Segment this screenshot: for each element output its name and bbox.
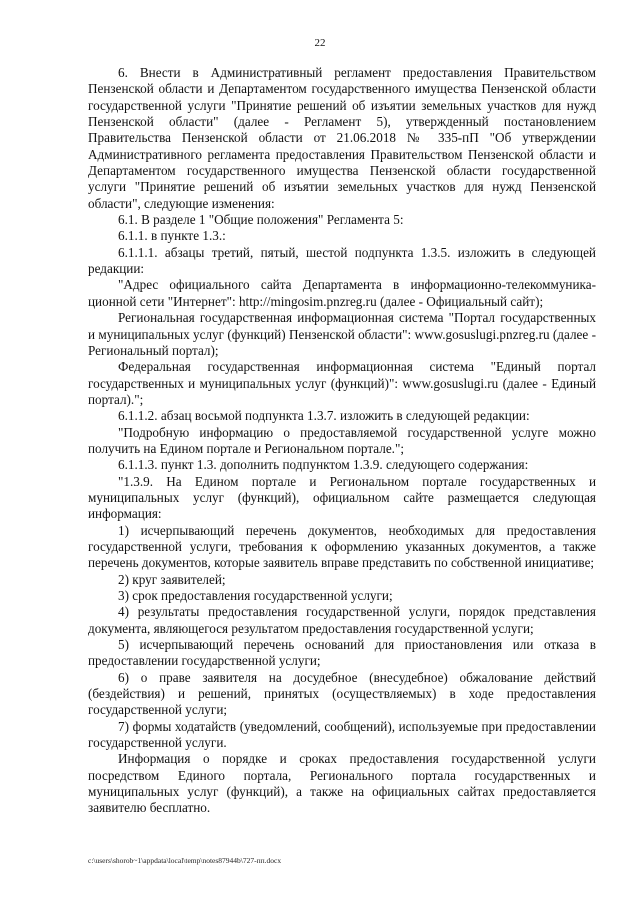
paragraph: "Адрес официального сайта Департамента в информационно-телекоммуника-ционной сети "Интернет": http://mingosim.pnzreg.ru (далее - Официальный сайт); <box>88 277 596 309</box>
document-body <box>88 65 596 817</box>
footer-file-path: c:\users\shorob~1\appdata\local\temp\notes87944b\727-пп.docx <box>88 856 282 865</box>
paragraph: Региональная государственная информационная система "Портал государственных и муниципальных услуг (функций) Пензенской области": www.gosuslugi.pnzreg.ru (далее - Региональный портал); <box>88 310 596 358</box>
list-item: 6) о праве заявителя на досудебное (внесудебное) обжалование действий (бездействия) и решений, принятых (осуществляемых) в ходе предоставления государственной услуги; <box>88 669 596 718</box>
paragraph: "Подробную информацию о предоставляемой государственной услуге можно получить на Едином портале и Региональном портале."; <box>88 424 596 456</box>
list-item: 2) круг заявителей; <box>118 571 226 587</box>
paragraph: 6. Внести в Административный регламент предоставления Правительством Пензенской области и Департаментом государственного имущества Пензенской области государственной услуги "Принятие решений об изъятии земельных участков для нужд Пензенской области" (далее - Регламент 5), утвержденный постановлением Правительства Пензенской области от 21.06.2018 № 335-пП "Об утверждении Административного регламента предоставления Правительством Пензенской области и Департаментом государственного имущества Пензенской области государственной услуги "Принятие решений об изъятии земельных участков для нужд Пензенской области", следующие изменения: <box>88 65 596 211</box>
list-item: 5) исчерпывающий перечень оснований для приостановления или отказа в предоставлении государственной услуги; <box>88 637 596 669</box>
paragraph: 6.1.1.2. абзац восьмой подпункта 1.3.7. изложить в следующей редакции: <box>118 408 530 424</box>
page-number: 22 <box>314 37 326 49</box>
paragraph: 6.1. В разделе 1 "Общие положения" Регламента 5: <box>118 212 404 228</box>
list-item: 1) исчерпывающий перечень документов, необходимых для предоставления государственной услуги, требования к оформлению указанных документов, а также перечень документов, которые заявитель вправе представить по собственной инициативе; <box>88 522 596 571</box>
paragraph: Информация о порядке и сроках предоставления государственной услуги посредством Единого портала, Регионального портала государственных и муниципальных услуг (функций), а также на официальных сайтах предоставляется заявителю бесплатно. <box>88 751 596 816</box>
list-item: 7) формы ходатайств (уведомлений, сообщений), используемые при предоставлении государственной услуги. <box>88 718 596 751</box>
paragraph: 6.1.1.1. абзацы третий, пятый, шестой подпункта 1.3.5. изложить в следующей редакции: <box>88 244 596 277</box>
paragraph: 6.1.1.3. пункт 1.3. дополнить подпунктом 1.3.9. следующего содержания: <box>118 457 529 473</box>
list-item: 3) срок предоставления государственной услуги; <box>118 588 393 603</box>
paragraph: "1.3.9. На Едином портале и Региональном портале государственных и муниципальных услуг (функций), официальном сайте размещается следующая информация: <box>88 473 596 522</box>
paragraph: Федеральная государственная информационная система "Единый портал государственных и муниципальных услуг (функций)": www.gosuslugi.ru (далее - Единый портал)."; <box>88 359 596 407</box>
paragraph: 6.1.1. в пункте 1.3.: <box>118 228 226 244</box>
list-item: 4) результаты предоставления государственной услуги, порядок представления документа, являющегося результатом предоставления государственной услуги; <box>88 604 596 636</box>
